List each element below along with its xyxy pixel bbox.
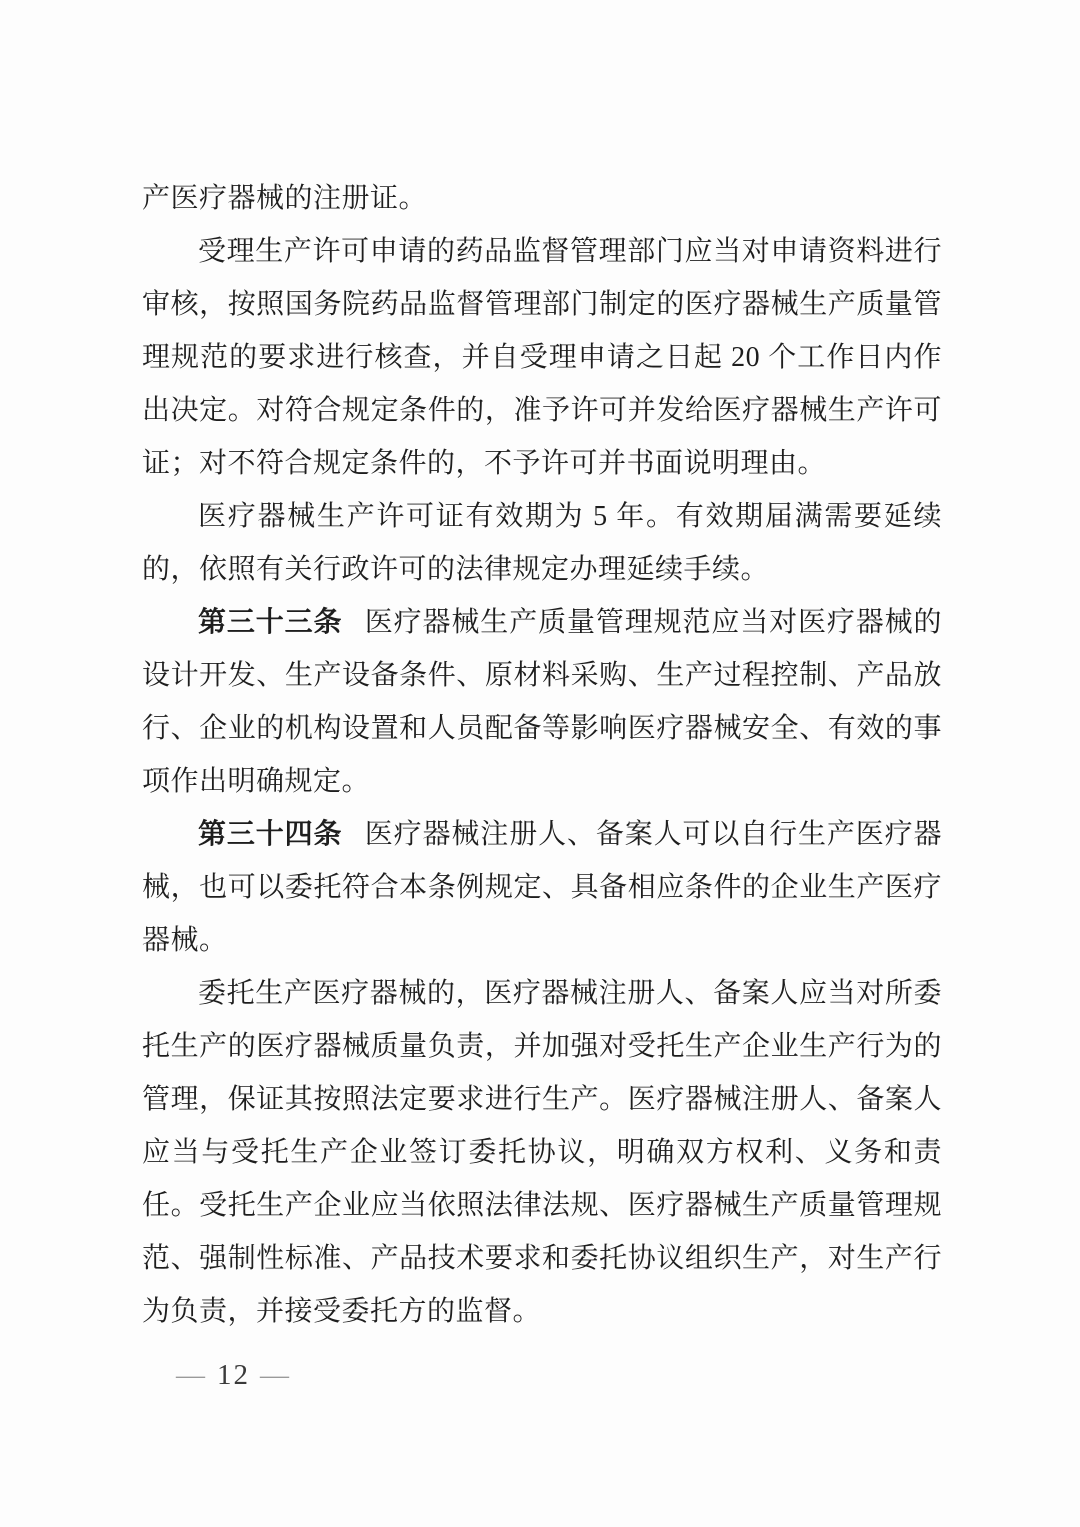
paragraph: 委托生产医疗器械的，医疗器械注册人、备案人应当对所委托生产的医疗器械质量负责，并加强对受托生产企业生产行为的管理，保证其按照法定要求进行生产。医疗器械注册人、备案人应当与受托生产企业签订委托协议，明确双方权利、义务和责任。受托生产企业应当依照法律法规、医疗器械生产质量管理规范、强制性标准、产品技术要求和委托协议组织生产，对生产行为负责，并接受委托方的监督。 [142, 978, 942, 1327]
article-number: 第三十四条 [198, 819, 343, 850]
document-body [142, 172, 942, 1338]
footer-left-dash: — [176, 1359, 207, 1391]
paragraph: 医疗器械生产许可证有效期为 5 年。有效期届满需要延续的，依照有关行政许可的法律规定办理延续手续。 [142, 501, 942, 585]
page-footer [166, 1352, 301, 1398]
page-number: 12 [217, 1359, 250, 1391]
footer-right-dash: — [260, 1359, 291, 1391]
article-paragraph: 第三十三条 医疗器械生产质量管理规范应当对医疗器械的设计开发、生产设备条件、原材料采购、生产过程控制、产品放行、企业的机构设置和人员配备等影响医疗器械安全、有效的事项作出明确规定。 [142, 607, 942, 797]
paragraph: 受理生产许可申请的药品监督管理部门应当对申请资料进行审核，按照国务院药品监督管理部门制定的医疗器械生产质量管理规范的要求进行核查，并自受理申请之日起 20 个工作日内作出决定。对符合规定条件的，准予许可并发给医疗器械生产许可证；对不符合规定条件的，不予许可并书面说明理由。 [142, 236, 942, 479]
article-number: 第三十三条 [198, 607, 343, 638]
paragraph: 产医疗器械的注册证。 [142, 183, 428, 214]
article-paragraph: 第三十四条 医疗器械注册人、备案人可以自行生产医疗器械，也可以委托符合本条例规定、具备相应条件的企业生产医疗器械。 [142, 819, 942, 956]
